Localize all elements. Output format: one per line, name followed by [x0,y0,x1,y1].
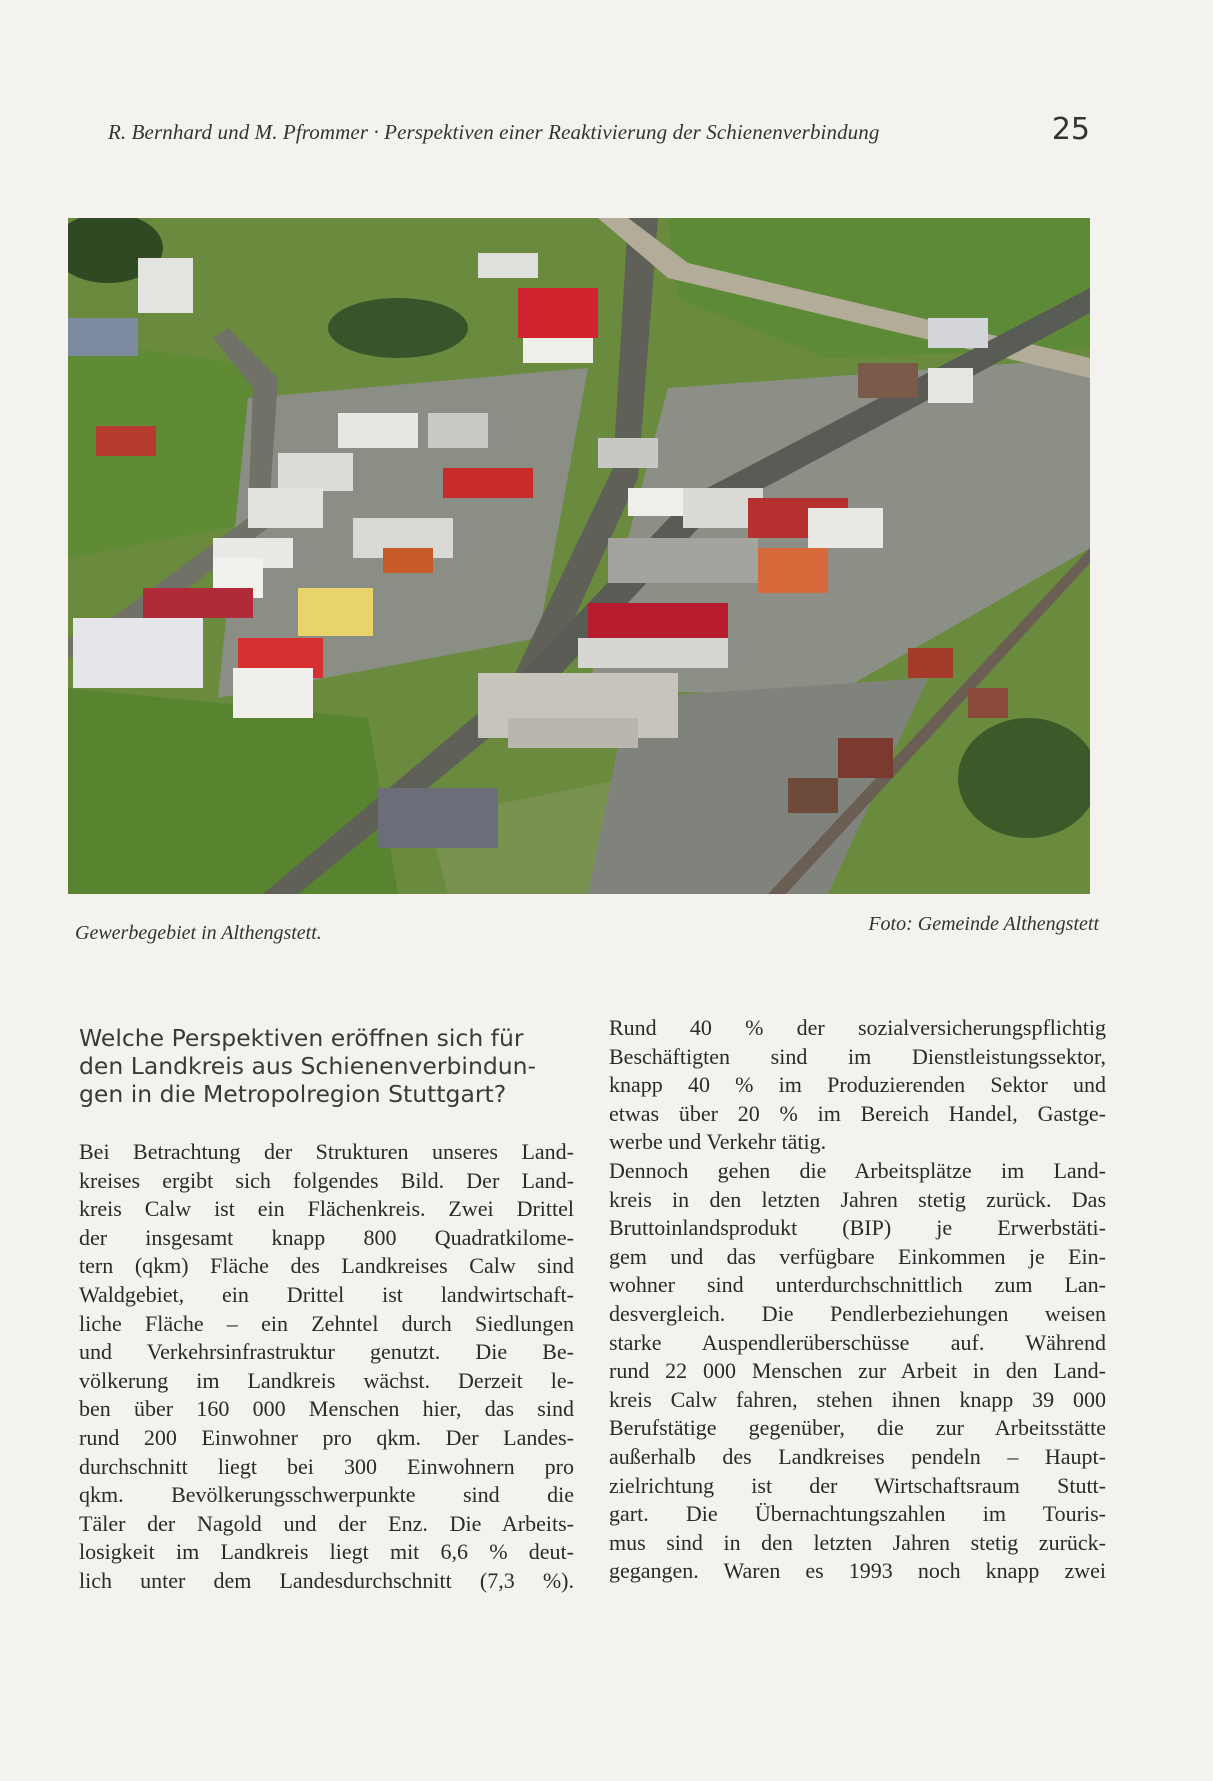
text-line: außerhalb des Landkreises pendeln – Haupt- [609,1443,1106,1469]
text-line: qkm. Bevölkerungsschwerpunkte sind die [79,1482,574,1508]
section-heading [79,1024,574,1108]
text-line: werbe und Verkehr tätig. [609,1129,827,1155]
text-line: der insgesamt knapp 800 Quadratkilome- [79,1224,574,1250]
text-line: losigkeit im Landkreis liegt mit 6,6 % deut- [79,1539,574,1565]
text-line: wohner sind unterdurchschnittlich zum Lan- [609,1272,1106,1298]
text-line: Täler der Nagold und der Enz. Die Arbeits- [79,1510,574,1536]
text-line: Beschäftigten sind im Dienstleistungssektor, [609,1043,1106,1069]
text-line: Rund 40 % der sozialversicherungspflichtig [609,1015,1106,1040]
text-line: und Verkehrsinfrastruktur genutzt. Die Be- [79,1339,574,1365]
text-line: etwas über 20 % im Bereich Handel, Gastge- [609,1100,1106,1126]
text-line: kreises ergibt sich folgendes Bild. Der Land- [79,1167,574,1193]
text-line: völkerung im Landkreis wächst. Derzeit le- [79,1367,574,1393]
text-line: Bruttoinlandsprodukt (BIP) je Erwerbstäti- [609,1215,1106,1241]
text-line: gegangen. Waren es 1993 noch knapp zwei [609,1558,1106,1584]
text-line: kreis in den letzten Jahren stetig zurück. Das [609,1186,1106,1212]
text-line: starke Auspendlerüberschüsse auf. Während [609,1329,1106,1355]
text-line: knapp 40 % im Produzierenden Sektor und [609,1072,1106,1098]
text-line: Bei Betrachtung der Strukturen unseres Land- [79,1139,574,1164]
right-column [609,1014,1106,1586]
heading-line: gen in die Metropolregion Stuttgart? [79,1080,507,1108]
running-title: R. Bernhard und M. Pfrommer · Perspektiven einer Reaktivierung der Schienenverbindung [108,120,880,144]
text-line: tern (qkm) Fläche des Landkreises Calw sind [79,1253,574,1279]
right-paragraph [609,1014,1106,1586]
heading-line: den Landkreis aus Schienenverbindun- [79,1052,537,1080]
text-line: Waldgebiet, ein Drittel ist landwirtschaft- [79,1281,574,1307]
aerial-photo-illustration [68,218,1090,894]
text-line: lich unter dem Landesdurchschnitt (7,3 %). [79,1567,574,1593]
photo-caption: Gewerbegebiet in Althengstett. [75,922,322,944]
text-line: gem und das verfügbare Einkommen je Ein- [609,1243,1106,1269]
text-line: Berufstätige gegenüber, die zur Arbeitsstätte [609,1415,1106,1441]
heading-line: Welche Perspektiven eröffnen sich für [79,1024,524,1052]
text-line: durchschnitt liegt bei 300 Einwohnern pro [79,1453,574,1479]
text-line: liche Fläche – ein Zehntel durch Siedlungen [79,1310,574,1336]
text-line: rund 200 Einwohner pro qkm. Der Landes- [79,1424,574,1450]
left-column [79,1024,574,1596]
text-line: Dennoch gehen die Arbeitsplätze im Land- [609,1157,1106,1183]
running-header [108,112,1090,152]
text-line: desvergleich. Die Pendlerbeziehungen weisen [609,1300,1106,1326]
aerial-photo [68,218,1090,894]
text-line: mus sind in den letzten Jahren stetig zurück- [609,1529,1106,1555]
text-line: kreis Calw ist ein Flächenkreis. Zwei Drittel [79,1196,574,1222]
text-line: zielrichtung ist der Wirtschaftsraum Stutt- [609,1472,1106,1498]
photo-credit: Foto: Gemeinde Althengstett [868,913,1099,935]
text-line: kreis Calw fahren, stehen ihnen knapp 39 000 [609,1386,1106,1412]
left-paragraph [79,1138,574,1596]
text-line: ben über 160 000 Menschen hier, das sind [79,1396,574,1422]
page-number: 25 [1051,112,1090,147]
text-line: gart. Die Übernachtungszahlen im Touris- [609,1501,1106,1527]
text-line: rund 22 000 Menschen zur Arbeit in den Land- [609,1358,1106,1384]
